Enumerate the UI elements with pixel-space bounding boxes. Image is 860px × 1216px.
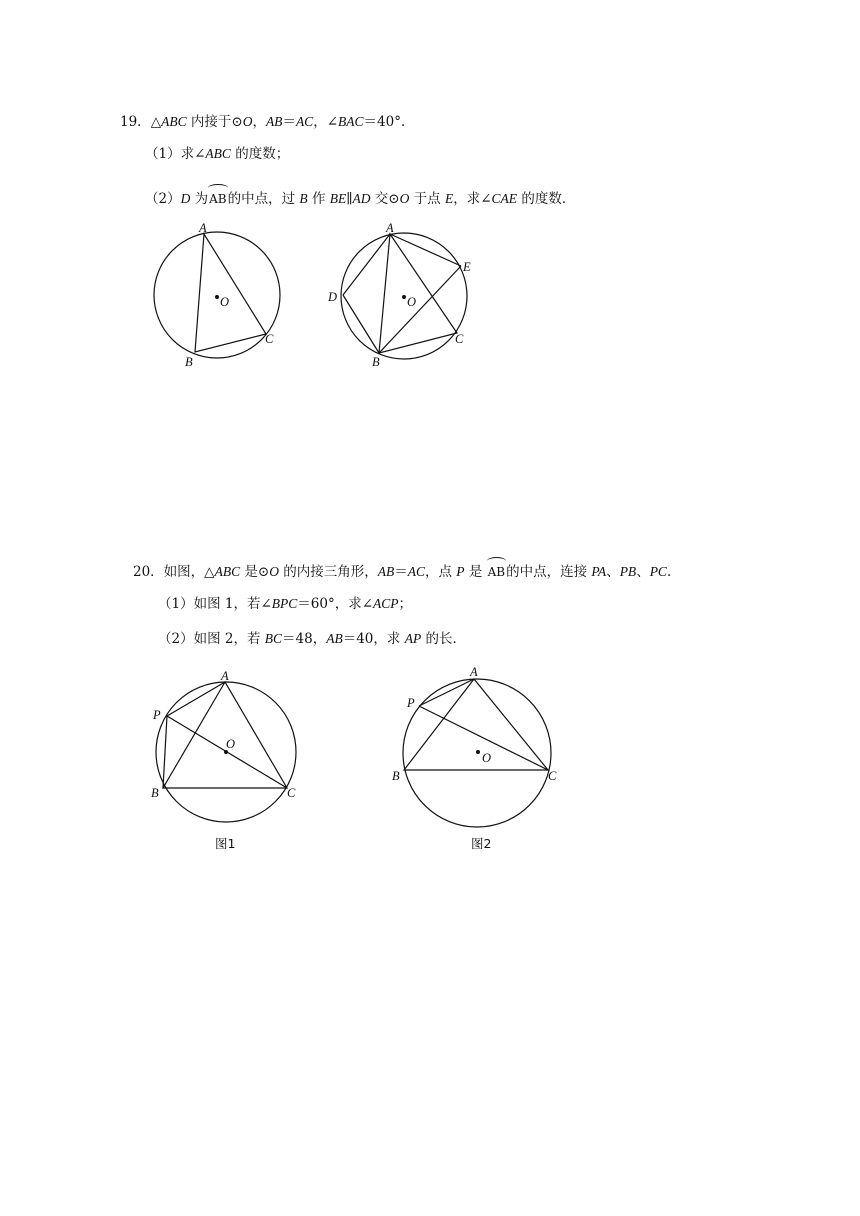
arc-ab-20: AB (488, 560, 505, 581)
label-p-20a: P (153, 708, 161, 722)
label-c-19b: C (455, 332, 464, 346)
q19-stem: 19．△ABC 内接于⊙O，AB＝AC，∠BAC＝40°． (120, 114, 415, 130)
label-o-20a: O (226, 737, 236, 751)
label-o-20b: O (482, 751, 492, 765)
q20-part2: （2）如图 2，若 BC＝48，AB＝40，求 AP 的长． (158, 631, 466, 647)
label-a-19b: A (386, 221, 394, 235)
label-c-19a: C (265, 332, 274, 346)
caption-figure-1: 图1 (215, 836, 236, 851)
arc-ab: AB (209, 187, 226, 208)
q20-part1: （1）如图 1，若∠BPC＝60°，求∠ACP； (158, 596, 413, 612)
label-b-20a: B (151, 786, 159, 800)
label-b-19b: B (372, 355, 380, 369)
label-o-19a: O (220, 295, 230, 309)
label-p-20b: P (407, 696, 415, 710)
label-b-19a: B (185, 355, 193, 369)
label-a-19a: A (199, 221, 207, 235)
label-c-20a: C (287, 786, 296, 800)
q19-part1: （1）求∠ABC 的度数； (145, 146, 290, 162)
label-e-19b: E (463, 260, 471, 274)
q20-stem: 20．如图，△ABC 是⊙O 的内接三角形，AB＝AC，点 P 是 AB的中点，连接 PA、PB、PC． (133, 560, 680, 581)
label-b-20b: B (392, 769, 400, 783)
label-d-19b: D (328, 290, 338, 304)
caption-figure-2: 图2 (471, 836, 492, 851)
label-a-20a: A (221, 669, 229, 683)
label-o-19b: O (407, 295, 417, 309)
label-a-20b: A (470, 665, 478, 679)
q19-part2: （2）D 为AB的中点，过 B 作 BE∥AD 交⊙O 于点 E，求∠CAE 的度数． (145, 187, 575, 208)
label-c-20b: C (548, 769, 557, 783)
